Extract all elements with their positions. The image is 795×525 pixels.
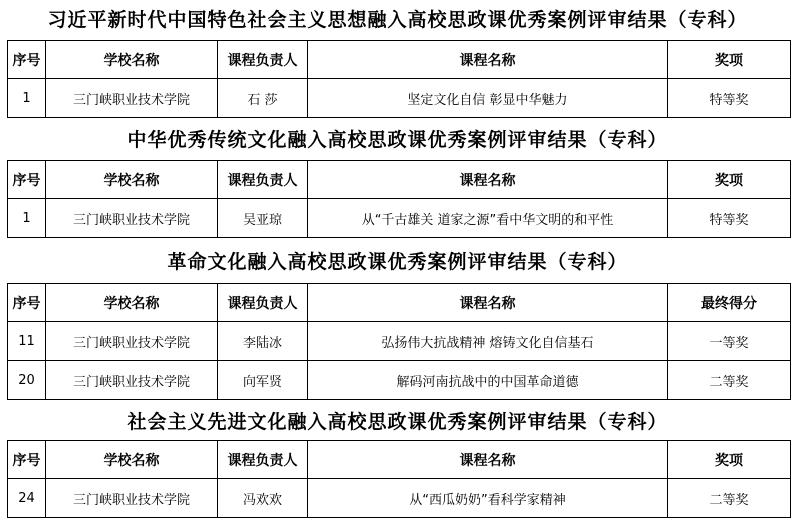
column-header: 课程名称 (308, 441, 668, 479)
table-row (8, 361, 791, 400)
column-header: 课程负责人 (218, 161, 308, 199)
table-row (8, 199, 791, 238)
section-title: 社会主义先进文化融入高校思政课优秀案例评审结果（专科） (127, 411, 668, 433)
results-table (7, 283, 791, 400)
column-header: 序号 (8, 284, 46, 322)
column-header: 课程负责人 (218, 441, 308, 479)
lead-cell: 吴亚琼 (218, 199, 308, 238)
lead-cell: 向军贤 (218, 361, 308, 400)
award-cell: 特等奖 (668, 79, 791, 118)
column-header: 学校名称 (46, 284, 218, 322)
column-header: 序号 (8, 41, 46, 79)
school-cell: 三门峡职业技术学院 (46, 199, 218, 238)
lead-cell: 冯欢欢 (218, 479, 308, 518)
column-header: 学校名称 (46, 441, 218, 479)
table-header-row (8, 41, 791, 79)
results-table (7, 40, 791, 118)
lead-cell: 李陆冰 (218, 322, 308, 361)
column-header: 最终得分 (668, 284, 791, 322)
column-header: 课程名称 (308, 284, 668, 322)
column-header: 奖项 (668, 41, 791, 79)
award-cell: 特等奖 (668, 199, 791, 238)
section-title: 革命文化融入高校思政课优秀案例评审结果（专科） (167, 251, 628, 273)
school-cell: 三门峡职业技术学院 (46, 479, 218, 518)
course-cell: 从“千古雄关 道家之源”看中华文明的和平性 (308, 199, 668, 238)
column-header: 课程名称 (308, 161, 668, 199)
section-title: 中华优秀传统文化融入高校思政课优秀案例评审结果（专科） (127, 129, 668, 151)
award-cell: 二等奖 (668, 479, 791, 518)
course-cell: 解码河南抗战中的中国革命道德 (308, 361, 668, 400)
results-table (7, 440, 791, 518)
school-cell: 三门峡职业技术学院 (46, 361, 218, 400)
column-header: 课程负责人 (218, 41, 308, 79)
table-row (8, 479, 791, 518)
column-header: 课程负责人 (218, 284, 308, 322)
results-table (7, 160, 791, 238)
table-row (8, 79, 791, 118)
award-cell: 一等奖 (668, 322, 791, 361)
award-cell: 二等奖 (668, 361, 791, 400)
table-row (8, 322, 791, 361)
index-cell: 24 (8, 479, 46, 518)
index-cell: 1 (8, 79, 46, 118)
course-cell: 弘扬伟大抗战精神 熔铸文化自信基石 (308, 322, 668, 361)
index-cell: 1 (8, 199, 46, 238)
table-header-row (8, 161, 791, 199)
course-cell: 坚定文化自信 彰显中华魅力 (308, 79, 668, 118)
section-title: 习近平新时代中国特色社会主义思想融入高校思政课优秀案例评审结果（专科） (47, 9, 748, 31)
column-header: 奖项 (668, 441, 791, 479)
column-header: 课程名称 (308, 41, 668, 79)
school-cell: 三门峡职业技术学院 (46, 322, 218, 361)
course-cell: 从“西瓜奶奶”看科学家精神 (308, 479, 668, 518)
table-header-row (8, 441, 791, 479)
column-header: 奖项 (668, 161, 791, 199)
column-header: 序号 (8, 161, 46, 199)
index-cell: 20 (8, 361, 46, 400)
table-header-row (8, 284, 791, 322)
lead-cell: 石 莎 (218, 79, 308, 118)
column-header: 学校名称 (46, 41, 218, 79)
index-cell: 11 (8, 322, 46, 361)
column-header: 序号 (8, 441, 46, 479)
column-header: 学校名称 (46, 161, 218, 199)
school-cell: 三门峡职业技术学院 (46, 79, 218, 118)
